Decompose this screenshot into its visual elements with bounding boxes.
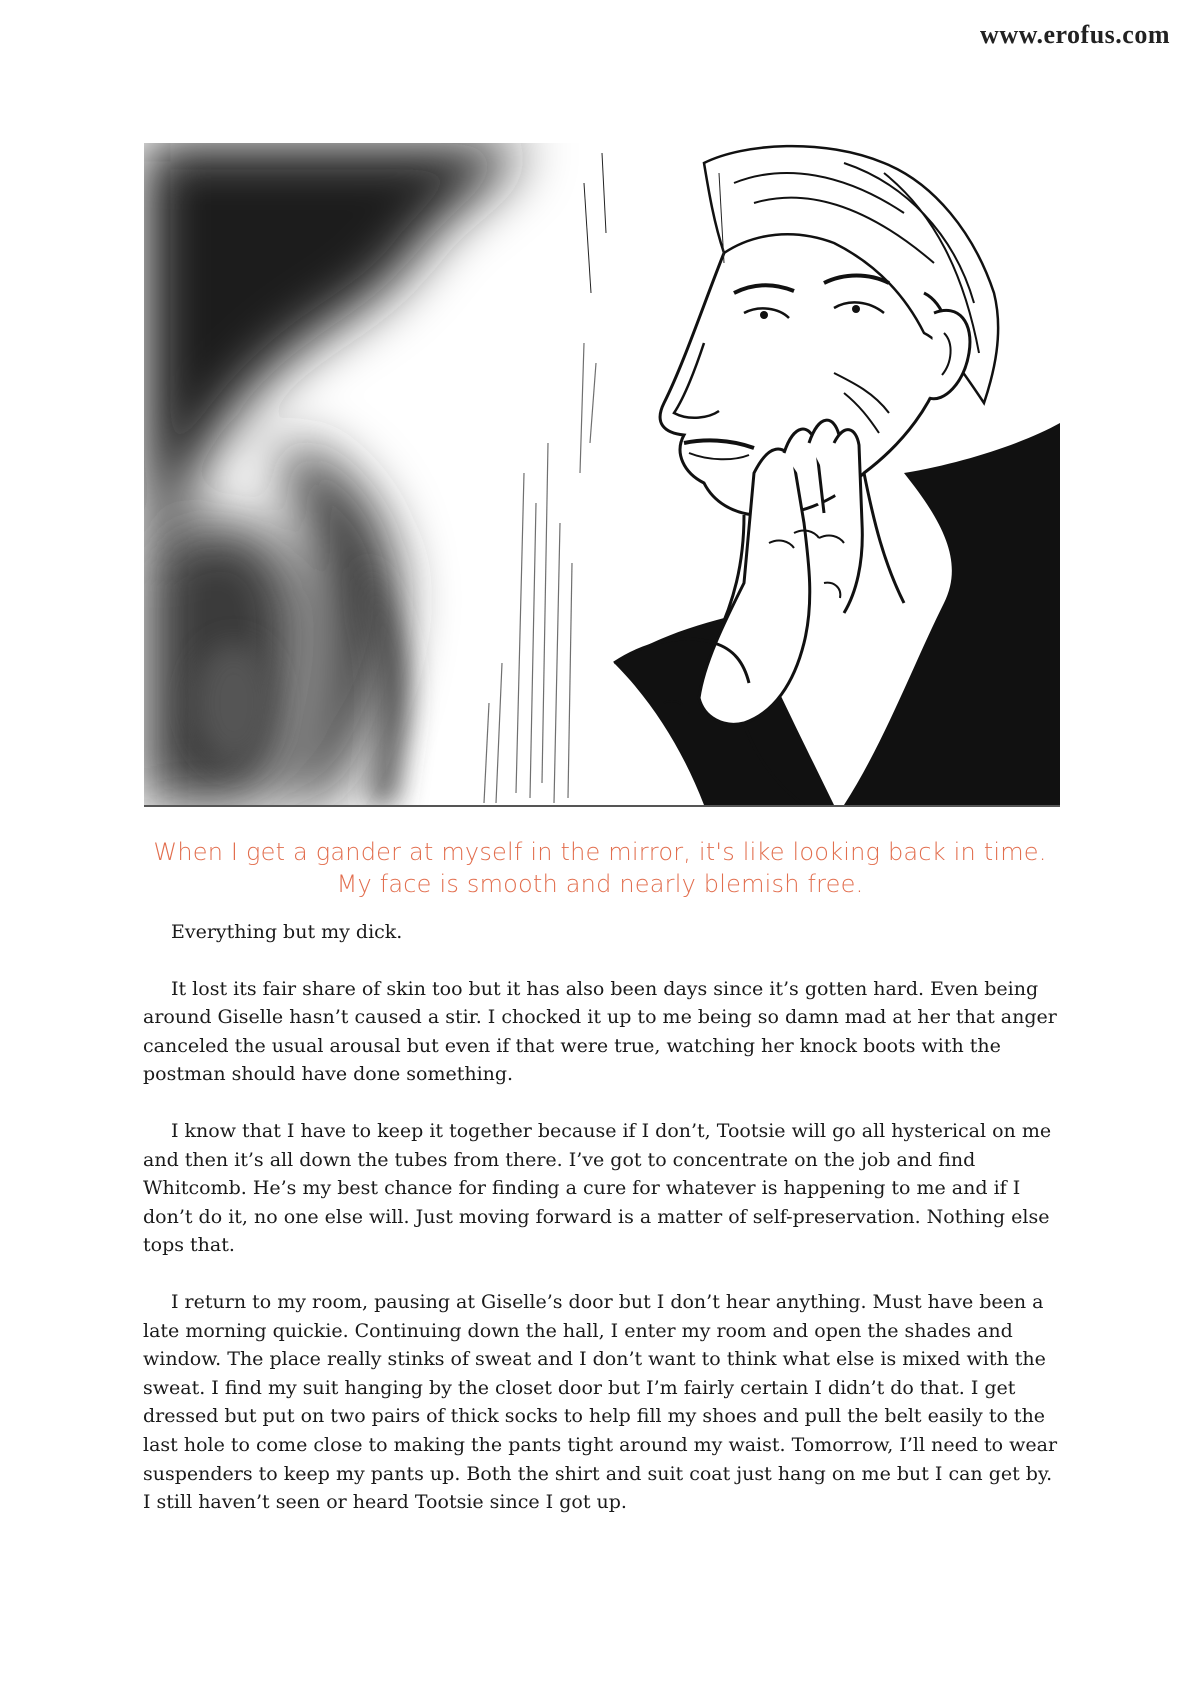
watermark: www.erofus.com bbox=[980, 20, 1170, 49]
caption-text: When I get a gander at myself in the mirror, it's like looking back in time. My face is smooth and nearly blemish free. bbox=[153, 838, 1047, 898]
mirror-portrait-illustration bbox=[144, 143, 1060, 805]
paragraph: I know that I have to keep it together because if I don’t, Tootsie will go all hysterical on me and then it’s all down the tubes from there. I’ve got to concentrate on the job and find Whitcomb. He’s my best chance for finding a cure for whatever is happening to me and if I don’t do it, no one else will. Just moving forward is a matter of self-preservation. Nothing else tops that. bbox=[143, 1119, 1052, 1257]
story-body bbox=[143, 918, 1061, 1545]
paragraph: Everything but my dick. bbox=[171, 921, 403, 943]
paragraph: I return to my room, pausing at Giselle’s door but I don’t hear anything. Must have been a late morning quickie. Continuing down the hall, I enter my room and open the shades and window. The place really stinks of sweat and I don’t want to think what else is mixed with the sweat. I find my suit hanging by the closet door but I’m fairly certain I didn’t do that. I get dressed but put on two pairs of thick socks to help fill my shoes and pull the belt easily to the last hole to come close to making the pants tight around my waist. Tomorrow, I’ll need to wear suspenders to keep my pants up. Both the shirt and suit coat just hang on me but I can get by. I still haven’t seen or heard Tootsie since I got up. bbox=[143, 1290, 1058, 1514]
comic-panel-illustration bbox=[144, 143, 1060, 807]
paragraph: It lost its fair share of skin too but it has also been days since it’s gotten hard. Even being around Giselle hasn’t caused a stir. I chocked it up to me being so damn mad at her that anger canceled the usual arousal but even if that were true, watching her knock boots with the postman should have done something. bbox=[143, 977, 1057, 1086]
